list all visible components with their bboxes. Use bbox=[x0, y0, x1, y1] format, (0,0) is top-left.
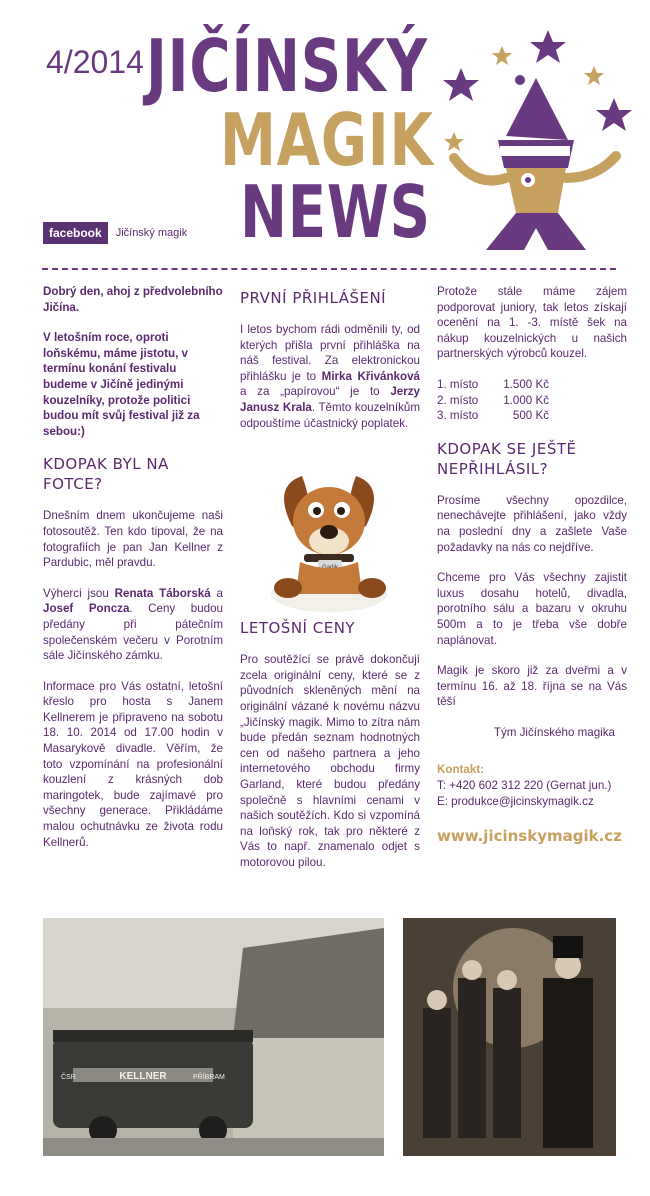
signature: Tým Jičínského magika bbox=[493, 725, 615, 739]
contact-phone[interactable]: T: +420 602 312 220 (Gernat jun.) bbox=[437, 779, 612, 793]
greeting: Dobrý den, ahoj z předvolebního Jičína. bbox=[43, 285, 223, 314]
caravan-text: ČSR bbox=[61, 1074, 76, 1081]
first-registration-paragraph: I letos bychom rádi odměnili ty, od kterých přišla první přihláška na náš festival. Za elektronickou přihlášku je to Mirka Křivánková a za „papírovou“ je to Jerzy Janusz Krala. Těmto kouzelníkům odpouštíme účastnický poplatek. bbox=[240, 323, 420, 430]
masthead-line-2: MAGIK bbox=[220, 98, 434, 182]
winner-name: Josef Poncza bbox=[43, 602, 130, 616]
masthead-line-3: NEWS bbox=[240, 170, 431, 254]
tower-mascot-illustration bbox=[436, 28, 646, 256]
contact-email[interactable]: E: produkce@jicinskymagik.cz bbox=[437, 794, 594, 808]
juniors-paragraph: Protože stále máme zájem podporovat juniory, tak letos získají ocenění na 1. -3. místě šek na nákup kouzelnických u našich partnerských výrobců kouzel. bbox=[437, 285, 627, 361]
heading-first-registration: PRVNÍ PŘIHLÁŠENÍ bbox=[240, 289, 387, 307]
closing-paragraph: Magik je skoro již za dveřmi a v termínu 16. až 18. října se na Vás těší bbox=[437, 664, 627, 709]
heading-photo-contest: KDOPAK BYL NA FOTCE? bbox=[43, 455, 169, 494]
column-right bbox=[437, 284, 627, 845]
prize-row: 1. místo 1.500 Kč bbox=[437, 377, 549, 391]
prize-row: 2. místo 1.000 Kč bbox=[437, 393, 549, 407]
website-link[interactable]: www.jicinskymagik.cz bbox=[437, 827, 622, 846]
intro-paragraph: V letošním roce, oproti loňskému, máme jistotu, v termínu konání festivalu budeme v Jičíně jedinými kouzelníky, protože politici budou mít svůj festival již za sebou:) bbox=[43, 331, 200, 438]
facebook-badge: facebook bbox=[43, 222, 108, 244]
column-left bbox=[43, 284, 223, 865]
guest-chair-paragraph: Informace pro Vás ostatní, letošní křeslo pro hosta s Janem Kellnerem je připraveno na sobotu 18. 10. 2014 od 17.00 hodin v Masarykově divadle. Věřím, že toto vzpomínání na profesionální kouzlení z krásných dob maringotek, bude zajímavé pro všechny generace. Přikládáme malou ochutnávku ze života rodu Kellnerů. bbox=[43, 679, 223, 849]
logistics-paragraph: Chceme pro Vás všechny zajistit luxus dosahu hotelů, divadla, porotního sálu a bazaru v okruhu 500m a to je třeba vše dobře naplánovat. bbox=[437, 571, 627, 647]
issue-number: 4/2014 bbox=[46, 44, 144, 80]
winner-name: Renata Táborská bbox=[114, 586, 211, 600]
contact-label: Kontakt: bbox=[437, 763, 485, 777]
caravan-text: KELLNER bbox=[119, 1071, 167, 1082]
winners-paragraph: Výherci jsou Renata Táborská a Josef Poncza. Ceny budou předány při pátečním společenském večeru v Porotním sále Jičínského zámku. bbox=[43, 586, 224, 663]
caravan-text: PŘÍBRAM bbox=[193, 1074, 225, 1081]
heading-prizes: LETOŠNÍ CENY bbox=[240, 619, 356, 638]
registrant-name: Jerzy Janusz Krala bbox=[240, 385, 420, 414]
facebook-link[interactable] bbox=[43, 222, 187, 244]
facebook-page-name: Jičínský magik bbox=[115, 227, 188, 239]
prize-list bbox=[437, 377, 627, 424]
registrant-name: Mirka Křivánková bbox=[321, 369, 420, 383]
prize-row: 3. místo 500 Kč bbox=[437, 409, 549, 423]
heading-not-registered: KDOPAK SE JEŠTĚ NEPŘIHLÁSIL? bbox=[437, 439, 577, 478]
photo-contest-paragraph: Dnešním dnem ukončujeme naši fotosoutěž. Ten kdo tipoval, že na fotografiích je pan Jan Kellner z Pardubic, měl pravdu. bbox=[43, 509, 223, 570]
masthead-line-1: JIČÍNSKÝ bbox=[146, 24, 428, 108]
caravan-photo bbox=[43, 918, 384, 1156]
dashed-divider bbox=[42, 268, 616, 270]
prizes-paragraph: Pro soutěžící se právě dokončují zcela originální ceny, které se z původních skleněných mění na originální vázané k novému názvu „Jičínský magik. Mimo to zítra nám bude předán seznam hodnotných cen od našeho partnera a jeho internetového obchodu firmy Garland, které budou předány společně s hlavními cenami v našich soutěžích. Kdo si vzpomíná na loňský rok, tak pro některé z Vás to např. znamenalo odjet s motorovou pilou. bbox=[240, 653, 420, 869]
dog-mascot-illustration bbox=[262, 466, 396, 616]
latecomers-paragraph: Prosíme všechny opozdilce, nenechávejte přihlášení, jako vždy na poslední dny a zašlete Vaše požadavky na nás co nejdříve. bbox=[437, 493, 627, 554]
magicians-photo bbox=[403, 918, 616, 1156]
